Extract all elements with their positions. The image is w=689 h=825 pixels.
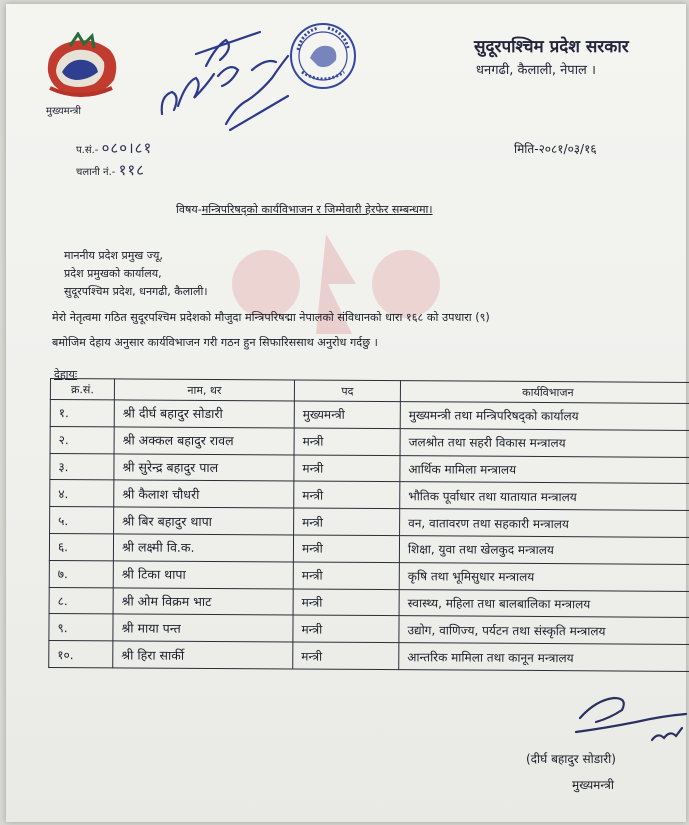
signatory-title: मुख्यमन्त्री (572, 778, 614, 792)
row-serial: ७. (49, 560, 113, 587)
date-label: मिति- (514, 142, 539, 156)
header-post: पद (294, 380, 400, 402)
letter-date (514, 140, 597, 157)
dispatch-value: ११८ (118, 161, 145, 179)
row-post: मन्त्री (293, 615, 399, 642)
date-value: २०८१/०३/१६ (538, 142, 597, 156)
handwritten-signature-icon (566, 688, 689, 750)
row-portfolio: आन्तरिक मामिला तथा कानून मन्त्रालय (399, 643, 689, 672)
portfolio-table (48, 378, 689, 672)
row-portfolio: उद्योग, वाणिज्य, पर्यटन तथा संस्कृति मन्त्रालय (399, 616, 689, 645)
addressee-line-2: प्रदेश प्रमुखको कार्यालय, (64, 267, 162, 280)
dispatch-number (76, 160, 145, 180)
row-name: श्री माया पन्त (113, 614, 293, 642)
reference-number (76, 138, 152, 158)
row-portfolio: मुख्यमन्त्री तथा मन्त्रिपरिषद्को कार्यालय (400, 402, 689, 431)
reference-value: ०८०।८१ (101, 139, 153, 157)
table-row (50, 400, 689, 431)
row-post: मन्त्री (294, 481, 400, 508)
nepal-emblem-icon (40, 32, 122, 102)
body-line-1: मेरो नेतृत्वमा गठित सुदूरपश्चिम प्रदेशको मौजुदा मन्त्रिपरिषद्मा नेपालको संविधानको धारा १६८ को उपधारा (९) (52, 311, 490, 324)
row-name: श्री हिरा सार्की (113, 641, 293, 669)
handwritten-registry-mark (156, 26, 291, 136)
table-row (49, 614, 689, 645)
row-portfolio: जलश्रोत तथा सहरी विकास मन्त्रालय (400, 428, 689, 457)
government-name: सुदूरपश्चिम प्रदेश सरकार (474, 37, 629, 57)
subject-label: विषय- (176, 203, 202, 216)
subject-text: मन्त्रिपरिषद्को कार्यविभाजन र जिम्मेवारी हेरफेर सम्बन्धमा। (201, 203, 433, 216)
row-serial: ९. (49, 614, 113, 641)
table-row (49, 587, 689, 618)
row-serial: ५. (50, 507, 114, 534)
table-row (50, 453, 689, 484)
table-caption: देहायः (54, 368, 78, 381)
addressee-line-1: माननीय प्रदेश प्रमुख ज्यू, (64, 249, 163, 262)
row-name: श्री बिर बहादुर थापा (114, 507, 294, 535)
row-serial: ८. (49, 587, 113, 614)
row-post: मुख्यमन्त्री (294, 401, 400, 428)
row-post: मन्त्री (293, 535, 399, 562)
body-line-2: बमोजिम देहाय अनुसार कार्यविभाजन गरी गठन हुन सिफारिससाथ अनुरोध गर्दछु । (52, 336, 378, 349)
row-post: मन्त्री (293, 562, 399, 589)
row-name: श्री ओम विक्रम भाट (113, 587, 293, 615)
header-name: नाम, थर (114, 379, 294, 401)
row-name: श्री दीर्घ बहादुर सोडारी (114, 400, 294, 428)
government-address: धनगढी, कैलाली, नेपाल । (476, 63, 596, 78)
table-body (49, 400, 689, 672)
row-portfolio: वन, वातावरण तथा सहकारी मन्त्रालय (400, 509, 689, 538)
row-serial: ६. (49, 533, 113, 560)
row-portfolio: शिक्षा, युवा तथा खेलकुद मन्त्रालय (399, 536, 689, 565)
dispatch-label: चलानी नं.- (76, 167, 116, 178)
row-serial: १. (50, 400, 114, 427)
table-row (50, 426, 689, 457)
row-serial: १०. (49, 641, 113, 668)
row-post: मन्त्री (293, 589, 399, 616)
row-name: श्री लक्ष्मी वि.क. (113, 534, 293, 562)
row-portfolio: कृषि तथा भूमिसुधार मन्त्रालय (399, 562, 689, 591)
header-portfolio: कार्यविभाजन (400, 381, 689, 404)
letter-subject (176, 202, 433, 217)
reference-label: प.सं.- (76, 145, 99, 156)
row-serial: ४. (50, 480, 114, 507)
row-portfolio: आर्थिक मामिला मन्त्रालय (400, 455, 689, 484)
row-post: मन्त्री (294, 428, 400, 455)
table-row (50, 507, 689, 538)
signatory-name: (दीर्घ बहादुर सोडारी) (526, 752, 616, 766)
table-row (49, 533, 689, 564)
table-row (50, 480, 689, 511)
row-post: मन्त्री (294, 508, 400, 535)
table-row (49, 641, 689, 672)
row-serial: ३. (50, 453, 114, 480)
row-portfolio: स्वास्थ्य, महिला तथा बालबालिका मन्त्रालय (399, 589, 689, 618)
row-name: श्री अक्कल बहादुर रावल (114, 427, 294, 455)
emblem-label: मुख्यमन्त्री (46, 106, 81, 117)
row-name: श्री कैलाश चौधरी (114, 480, 294, 508)
row-name: श्री सुरेन्द्र बहादुर पाल (114, 453, 294, 481)
header-serial: क्र.सं. (50, 379, 114, 400)
row-post: मन्त्री (293, 642, 399, 669)
letter-page (6, 4, 686, 822)
office-seal-icon (288, 20, 358, 92)
row-post: मन्त्री (294, 455, 400, 482)
row-portfolio: भौतिक पूर्वाधार तथा यातायात मन्त्रालय (400, 482, 689, 511)
row-name: श्री टिका थापा (113, 561, 293, 589)
row-serial: २. (50, 426, 114, 453)
addressee-line-3: सुदूरपश्चिम प्रदेश, धनगढी, कैलाली। (64, 285, 208, 298)
table-row (49, 560, 689, 591)
